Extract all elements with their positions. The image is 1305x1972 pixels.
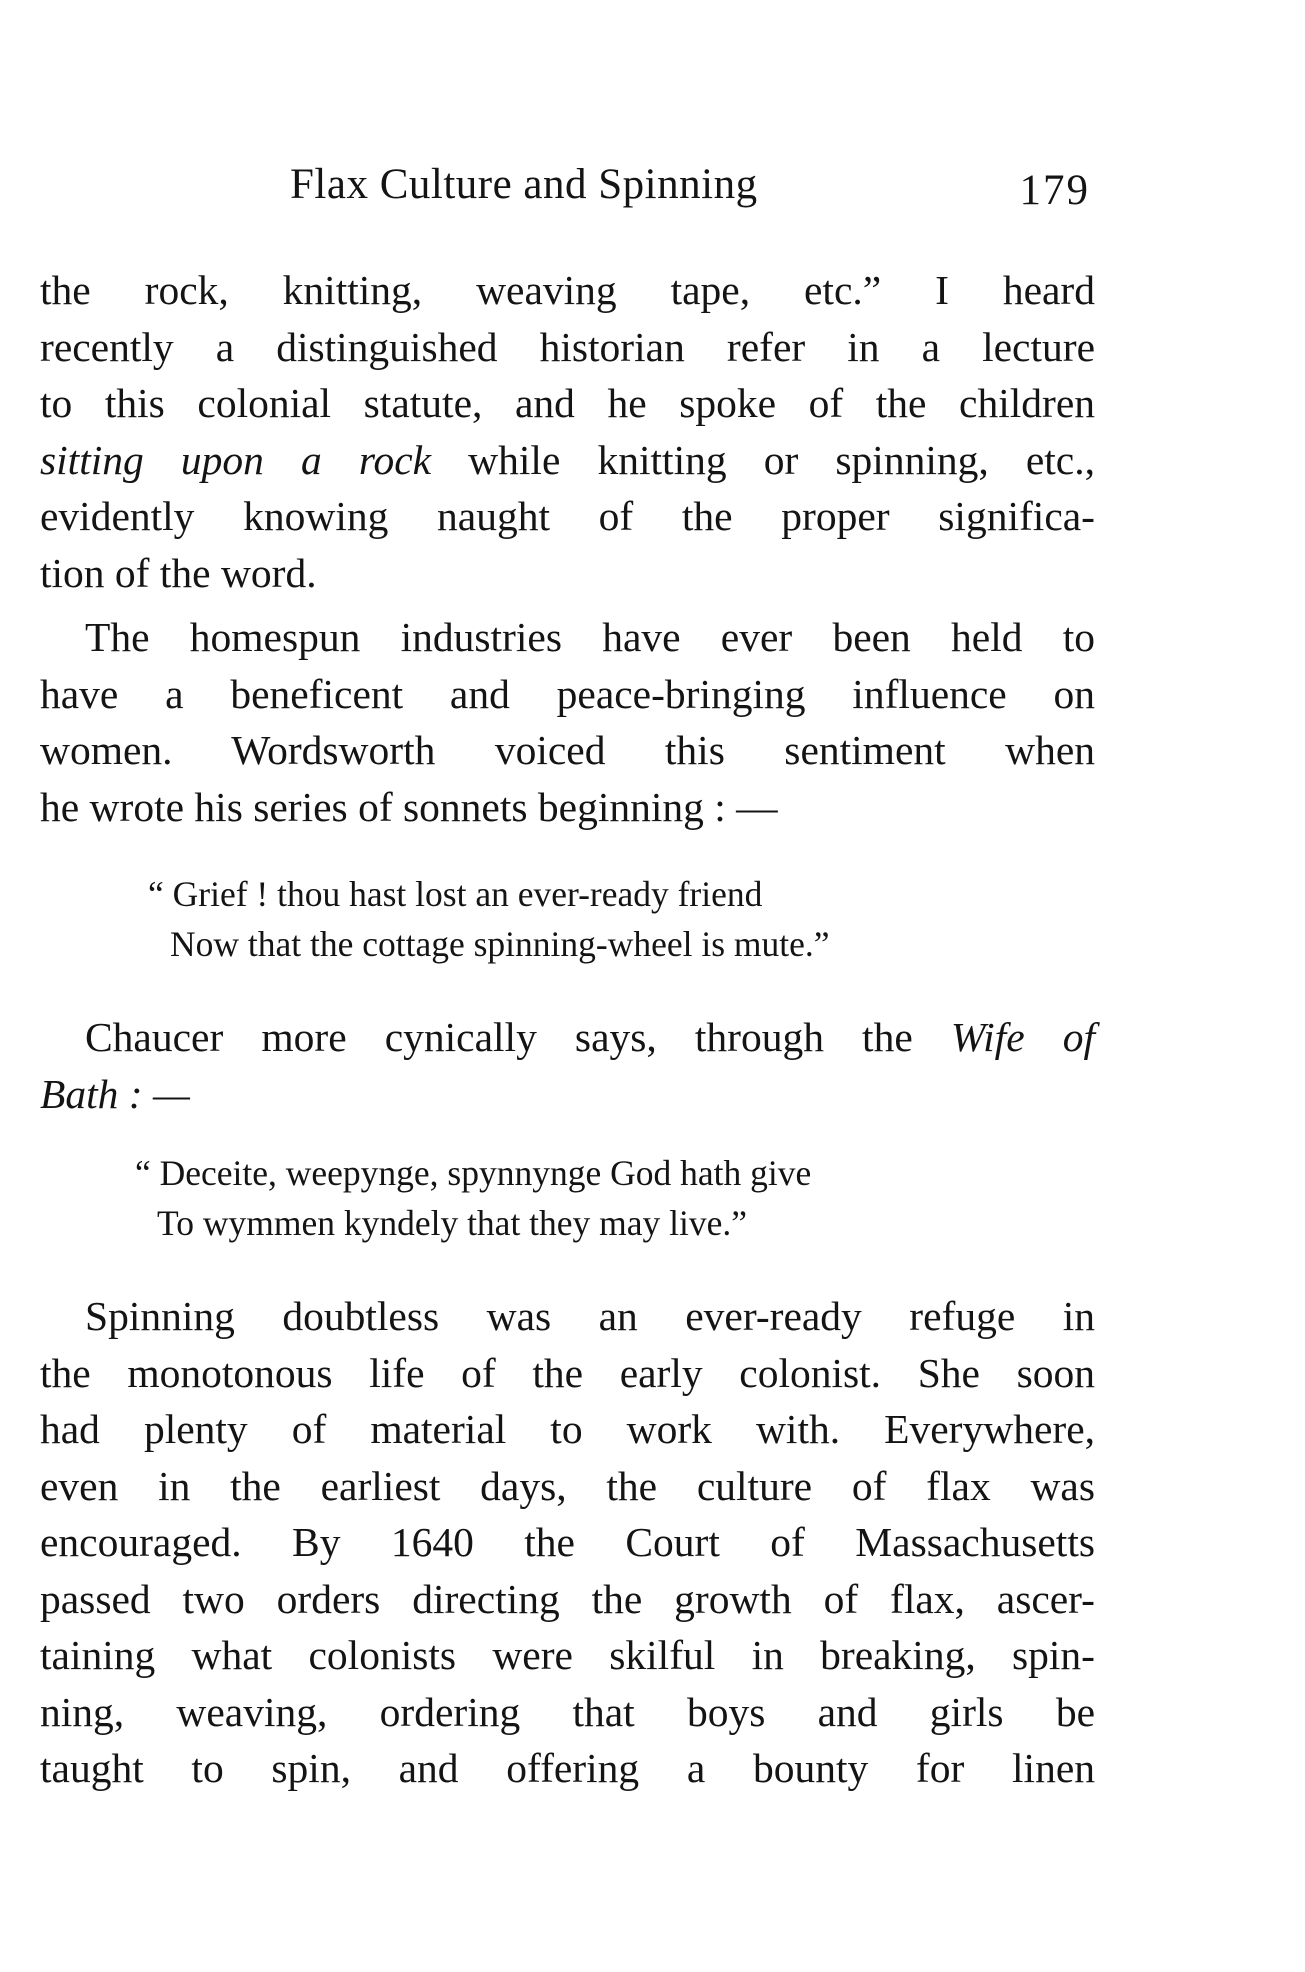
text-line: recently a distinguished historian refer in a lecture xyxy=(40,323,1095,370)
text-fragment: Chaucer more cynically says, through the xyxy=(85,1014,951,1060)
text-line: tion of the word. xyxy=(40,549,317,596)
italic-phrase: Bath : — xyxy=(40,1070,190,1117)
text-line: The homespun industries have ever been held to xyxy=(85,614,1095,660)
verse-line: “ Grief ! thou hast lost an ever-ready friend xyxy=(148,874,763,914)
verse-line: Now that the cottage spinning-wheel is mute.” xyxy=(170,924,830,964)
verse-quote-wordsworth xyxy=(148,869,1095,969)
text-line: the rock, knitting, weaving tape, etc.” I heard xyxy=(40,267,1095,313)
text-line: Spinning doubtless was an ever-ready refuge in xyxy=(85,1293,1095,1339)
text-line: taining what colonists were skilful in breaking, spin- xyxy=(40,1632,1095,1678)
text-line xyxy=(40,1009,1095,1066)
text-line: ning, weaving, ordering that boys and girls be xyxy=(40,1688,1095,1735)
page-number: 179 xyxy=(1019,167,1090,214)
paragraph-3 xyxy=(40,1009,1095,1122)
text-line: taught to spin, and offering a bounty for linen xyxy=(40,1745,1095,1791)
verse-line: To wymmen kyndely that they may live.” xyxy=(157,1203,748,1243)
text-line: encouraged. By 1640 the Court of Massachusetts xyxy=(40,1519,1095,1565)
paragraph-4 xyxy=(40,1288,1095,1797)
paragraph-2 xyxy=(40,609,1095,835)
verse-line: “ Deceite, weepynge, spynnynge God hath give xyxy=(135,1153,812,1193)
text-line xyxy=(40,1066,1095,1123)
running-head xyxy=(40,160,1090,220)
text-line: evidently knowing naught of the proper significa- xyxy=(40,493,1095,539)
italic-phrase: Wife of xyxy=(950,1014,1095,1060)
italic-phrase: sitting upon a rock xyxy=(40,436,432,483)
running-title: Flax Culture and Spinning xyxy=(290,161,758,208)
body-text xyxy=(40,262,1095,1797)
text-line xyxy=(40,432,1095,489)
text-fragment: while knitting or spinning, etc., xyxy=(431,436,1095,483)
verse-quote-chaucer xyxy=(135,1148,1095,1248)
text-line: women. Wordsworth voiced this sentiment when xyxy=(40,727,1095,773)
text-line: passed two orders directing the growth of flax, ascer- xyxy=(40,1575,1095,1622)
text-line: had plenty of material to work with. Everywhere, xyxy=(40,1406,1095,1452)
text-line: even in the earliest days, the culture of flax was xyxy=(40,1462,1095,1509)
paragraph-1 xyxy=(40,262,1095,601)
text-line: the monotonous life of the early colonist. She soon xyxy=(40,1349,1095,1396)
text-line: have a beneficent and peace-bringing influence on xyxy=(40,670,1095,717)
text-line: he wrote his series of sonnets beginning : — xyxy=(40,783,778,830)
text-line: to this colonial statute, and he spoke of the children xyxy=(40,380,1095,426)
